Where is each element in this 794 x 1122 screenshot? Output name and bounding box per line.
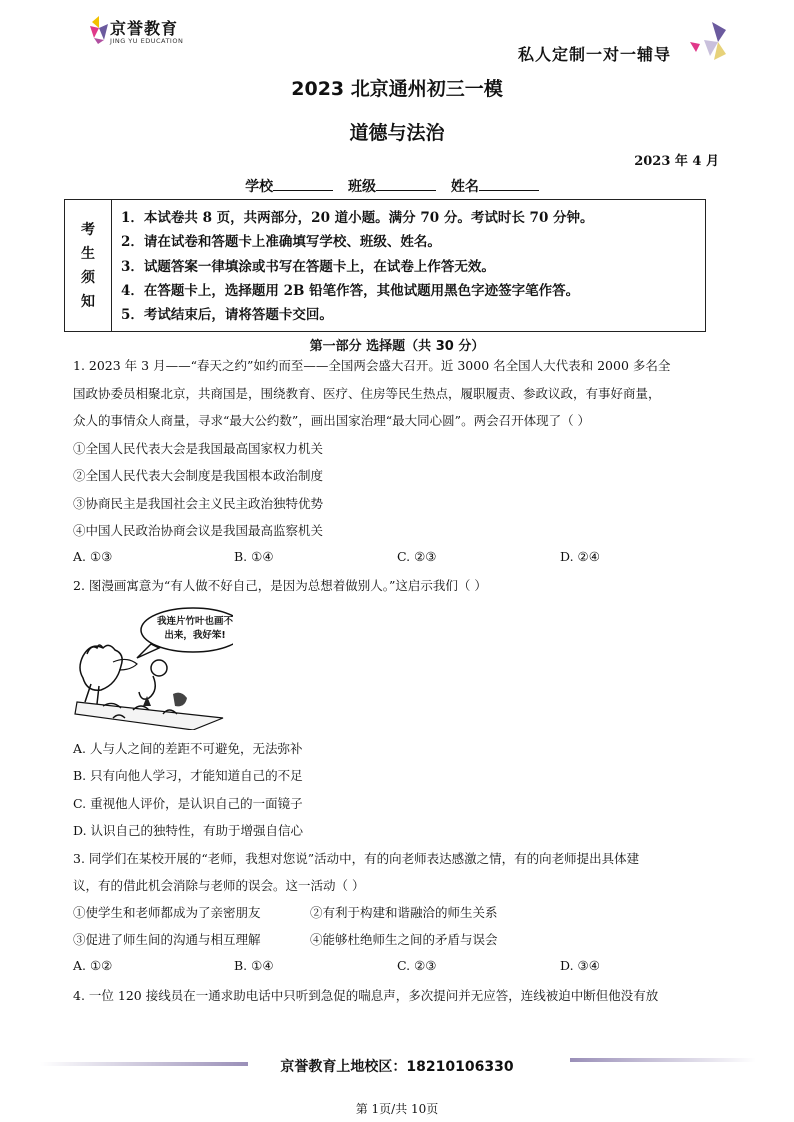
q1-option-d[interactable]: D. ②④ <box>560 549 600 564</box>
school-blank[interactable] <box>273 178 333 191</box>
footer-contact: 京誉教育上地校区：18210106330 <box>280 1059 514 1075</box>
page-number: 第 1页/共 10页 <box>355 1102 439 1116</box>
q1-stem-line: 国政协委员相聚北京，共商国是，围绕教育、医疗、住房等民生热点，履职履责、参政议政，有事好商量， <box>73 386 661 401</box>
q3-option-d[interactable]: D. ③④ <box>560 958 600 973</box>
notice-item: 1．本试卷共 8 页，共两部分，20 道小题。满分 70 分。考试时长 70 分钟。 <box>121 210 594 226</box>
notice-item: 2．请在试卷和答题卡上准确填写学校、班级、姓名。 <box>121 234 441 251</box>
school-label: 学校 <box>245 179 274 195</box>
notice-heading-char: 考 <box>81 221 95 238</box>
notice-list <box>121 206 594 327</box>
q1-stem-line: 众人的事情众人商量，寻求“最大公约数”，画出国家治理“最大同心圆”。两会召开体现了（ ） <box>73 413 591 428</box>
q3-statement: ①使学生和老师都成为了亲密朋友 <box>73 905 261 920</box>
q1-statement: ④中国人民政治协商会议是我国最高监察机关 <box>73 523 324 538</box>
notice-item: 4．在答题卡上，选择题用 2B 铅笔作答，其他试题用黑色字迹签字笔作答。 <box>121 282 580 299</box>
q3-statement: ②有利于构建和谐融洽的师生关系 <box>310 905 498 920</box>
exam-title: 2023 北京通州初三一模 <box>291 78 503 100</box>
q1-statement: ③协商民主是我国社会主义民主政治独特优势 <box>73 496 324 511</box>
logo-mark-icon <box>88 14 110 44</box>
notice-item: 5．考试结束后，请将答题卡交回。 <box>121 307 333 324</box>
q2-option-b[interactable]: B. 只有向他人学习，才能知道自己的不足 <box>73 768 303 783</box>
q4-stem-line: 4. 一位 120 接线员在一通求助电话中只听到急促的喘息声，多次提问并无应答，连线被迫中断但他没有放 <box>73 988 659 1003</box>
logo-subtitle: JING YU EDUCATION <box>110 37 184 45</box>
exam-notice-box <box>64 199 706 332</box>
notice-heading-char: 须 <box>81 269 95 286</box>
q3-statement: ③促进了师生间的沟通与相互理解 <box>73 932 261 947</box>
notice-heading-char: 生 <box>81 245 95 262</box>
triangle-decoration-icon <box>690 22 726 62</box>
logo-text: 京誉教育 <box>110 19 179 38</box>
speech-bubble-line: 出来，我好笨! <box>164 630 226 641</box>
class-blank[interactable] <box>376 178 436 191</box>
q1-statement: ①全国人民代表大会是我国最高国家权力机关 <box>73 441 324 456</box>
q3-statement: ④能够杜绝师生之间的矛盾与误会 <box>310 932 498 947</box>
student-info-fields <box>0 176 794 196</box>
name-blank[interactable] <box>479 178 539 191</box>
q3-stem-line: 3. 同学们在某校开展的“老师，我想对您说”活动中，有的向老师表达感激之情，有的向老师提出具体建 <box>73 851 640 866</box>
notice-item: 3．试题答案一律填涂或书写在答题卡上，在试卷上作答无效。 <box>121 258 495 275</box>
speech-bubble-line: 我连片竹叶也画不 <box>156 616 233 627</box>
notice-heading <box>65 200 112 331</box>
q2-stem: 2. 图漫画寓意为“有人做不好自己，是因为总想着做别人。”这启示我们（ ） <box>73 578 487 593</box>
class-label: 班级 <box>348 179 376 195</box>
q3-stem-line: 议，有的借此机会消除与老师的误会。这一活动（ ） <box>73 878 365 893</box>
speech-bubble <box>153 615 237 643</box>
q2-option-d[interactable]: D. 认识自己的独特性，有助于增强自信心 <box>73 823 304 838</box>
q3-option-b[interactable]: B. ①④ <box>234 958 274 973</box>
exam-date: 2023 年 4 月 <box>634 154 719 169</box>
exam-subject: 道德与法治 <box>349 122 445 144</box>
notice-heading-char: 知 <box>81 293 95 310</box>
q2-cartoon <box>73 606 233 730</box>
q1-option-b[interactable]: B. ①④ <box>234 549 274 564</box>
q1-option-a[interactable]: A. ①③ <box>73 549 113 564</box>
q3-option-a[interactable]: A. ①② <box>73 958 113 973</box>
q1-option-c[interactable]: C. ②③ <box>397 549 437 564</box>
header-slogan: 私人定制一对一辅导 <box>518 45 672 64</box>
q3-option-c[interactable]: C. ②③ <box>397 958 437 973</box>
q2-option-a[interactable]: A. 人与人之间的差距不可避免，无法弥补 <box>73 741 303 756</box>
name-label: 姓名 <box>450 179 479 195</box>
q2-option-c[interactable]: C. 重视他人评价，是认识自己的一面镜子 <box>73 796 303 811</box>
q1-stem-line: 1. 2023 年 3 月——“春天之约”如约而至——全国两会盛大召开。近 3000 名全国人大代表和 2000 多名全 <box>73 358 671 373</box>
section-title: 第一部分 选择题（共 30 分） <box>309 339 485 354</box>
q1-statement: ②全国人民代表大会制度是我国根本政治制度 <box>73 468 324 483</box>
